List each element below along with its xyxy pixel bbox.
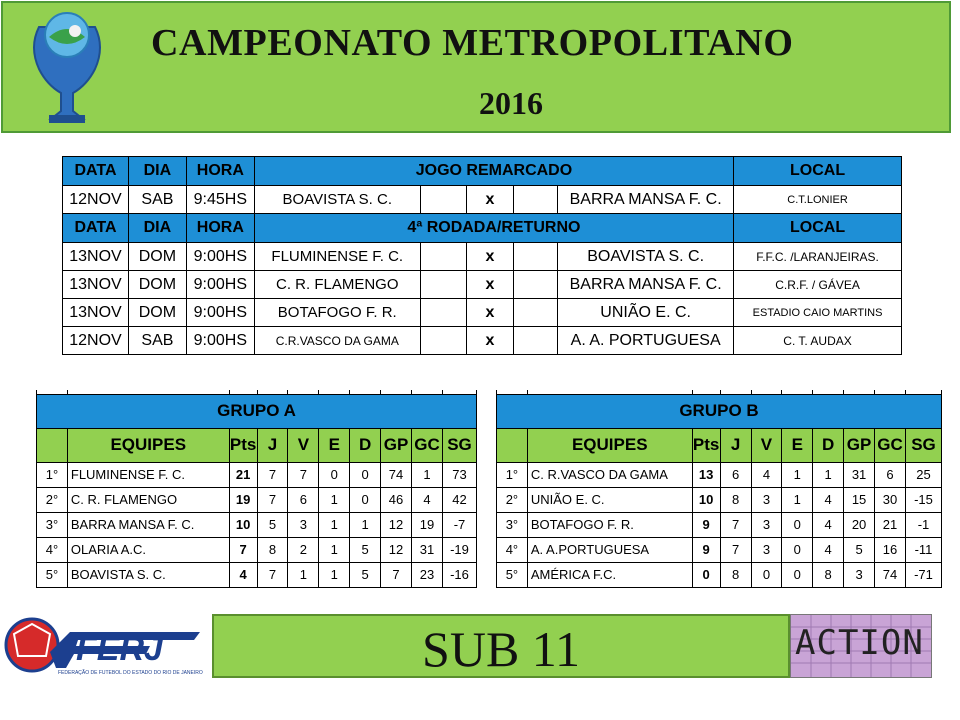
standing-pts: 9: [692, 512, 720, 537]
group-a-table: [36, 390, 477, 588]
match-away: UNIÃO E. C.: [558, 299, 734, 327]
standing-pos: 2°: [37, 487, 68, 512]
standing-gc: 6: [875, 462, 906, 487]
match-day: SAB: [128, 327, 186, 355]
standing-pos: 4°: [37, 537, 68, 562]
standing-v: 2: [288, 537, 319, 562]
match-row: [63, 243, 902, 271]
standing-v: 0: [751, 562, 782, 587]
standing-j: 8: [257, 537, 288, 562]
match-vs: x: [466, 271, 514, 299]
match-date: 13NOV: [63, 299, 129, 327]
standing-row: [497, 462, 942, 487]
standing-team: A. A.PORTUGUESA: [527, 537, 692, 562]
col-time: HORA: [186, 214, 254, 243]
match-row: [63, 271, 902, 299]
standing-sg: -1: [905, 512, 941, 537]
col-local: LOCAL: [734, 157, 902, 186]
match-local: C.T.LONIER: [734, 186, 902, 214]
match-local: F.F.C. /LARANJEIRAS.: [734, 243, 902, 271]
standing-e: 1: [319, 537, 350, 562]
standing-gc: 21: [875, 512, 906, 537]
col-v: V: [288, 428, 319, 462]
match-local: C.R.F. / GÁVEA: [734, 271, 902, 299]
standing-pos: 1°: [497, 462, 528, 487]
col-pts: Pts: [692, 428, 720, 462]
standing-j: 7: [257, 462, 288, 487]
standing-e: 0: [319, 462, 350, 487]
standing-d: 4: [813, 537, 844, 562]
standing-d: 5: [350, 537, 381, 562]
standing-j: 7: [720, 512, 751, 537]
standing-e: 1: [782, 487, 813, 512]
standing-pts: 13: [692, 462, 720, 487]
standing-team: AMÉRICA F.C.: [527, 562, 692, 587]
standing-e: 1: [319, 562, 350, 587]
section-title: JOGO REMARCADO: [254, 157, 733, 186]
match-row: [63, 186, 902, 214]
standing-v: 3: [288, 512, 319, 537]
group-a-title: GRUPO A: [37, 394, 477, 428]
col-e: E: [319, 428, 350, 462]
col-d: D: [813, 428, 844, 462]
standing-j: 7: [257, 487, 288, 512]
col-time: HORA: [186, 157, 254, 186]
games-table: [62, 156, 902, 355]
col-gp: GP: [844, 428, 875, 462]
standing-gp: 3: [844, 562, 875, 587]
standing-j: 7: [257, 562, 288, 587]
standing-pos: 5°: [37, 562, 68, 587]
match-local: C. T. AUDAX: [734, 327, 902, 355]
standing-row: [37, 462, 477, 487]
standing-team: C. R. FLAMENGO: [67, 487, 229, 512]
standing-v: 3: [751, 537, 782, 562]
standing-sg: 25: [905, 462, 941, 487]
match-home: BOAVISTA S. C.: [254, 186, 420, 214]
standing-pos: 4°: [497, 537, 528, 562]
standing-pts: 19: [229, 487, 257, 512]
match-vs: x: [466, 243, 514, 271]
standing-gc: 4: [412, 487, 443, 512]
standing-sg: -16: [442, 562, 476, 587]
match-time: 9:00HS: [186, 271, 254, 299]
col-teams: EQUIPES: [67, 428, 229, 462]
col-d: D: [350, 428, 381, 462]
standing-v: 7: [288, 462, 319, 487]
match-time: 9:00HS: [186, 243, 254, 271]
col-pts: Pts: [229, 428, 257, 462]
standing-gc: 74: [875, 562, 906, 587]
ferj-logo-icon: [0, 612, 212, 678]
standing-row: [37, 537, 477, 562]
match-time: 9:00HS: [186, 327, 254, 355]
standing-gp: 31: [844, 462, 875, 487]
standing-team: BARRA MANSA F. C.: [67, 512, 229, 537]
col-local: LOCAL: [734, 214, 902, 243]
group-b-table: [496, 390, 942, 588]
standing-d: 1: [350, 512, 381, 537]
col-day: DIA: [128, 157, 186, 186]
standing-j: 8: [720, 487, 751, 512]
games-header-row: [63, 157, 902, 186]
match-away: BARRA MANSA F. C.: [558, 271, 734, 299]
standing-gc: 1: [412, 462, 443, 487]
standing-gc: 16: [875, 537, 906, 562]
banner-title: CAMPEONATO METROPOLITANO: [151, 22, 794, 64]
match-vs: x: [466, 186, 514, 214]
col-date: DATA: [63, 214, 129, 243]
standing-e: 0: [782, 537, 813, 562]
standing-row: [37, 487, 477, 512]
category-label: SUB 11: [422, 621, 580, 677]
games-header-row: [63, 214, 902, 243]
standing-team: UNIÃO E. C.: [527, 487, 692, 512]
standing-row: [37, 562, 477, 587]
standing-gp: 15: [844, 487, 875, 512]
col-day: DIA: [128, 214, 186, 243]
standing-d: 4: [813, 487, 844, 512]
standing-j: 7: [720, 537, 751, 562]
standing-pts: 9: [692, 537, 720, 562]
standing-gp: 12: [381, 537, 412, 562]
standing-e: 0: [782, 562, 813, 587]
standing-sg: -71: [905, 562, 941, 587]
standing-gp: 46: [381, 487, 412, 512]
match-away: A. A. PORTUGUESA: [558, 327, 734, 355]
match-row: [63, 299, 902, 327]
standing-d: 1: [813, 462, 844, 487]
standing-d: 0: [350, 462, 381, 487]
standing-v: 3: [751, 512, 782, 537]
standing-gc: 31: [412, 537, 443, 562]
sponsor-logo: [790, 614, 932, 678]
standing-team: FLUMINENSE F. C.: [67, 462, 229, 487]
standing-team: C. R.VASCO DA GAMA: [527, 462, 692, 487]
standing-gp: 74: [381, 462, 412, 487]
svg-text:FERJ: FERJ: [76, 630, 163, 668]
match-day: SAB: [128, 186, 186, 214]
standing-sg: 42: [442, 487, 476, 512]
standing-pos: 5°: [497, 562, 528, 587]
standing-gc: 23: [412, 562, 443, 587]
standing-row: [37, 512, 477, 537]
standing-gp: 12: [381, 512, 412, 537]
banner-year: 2016: [479, 85, 543, 121]
match-home: C.R.VASCO DA GAMA: [254, 327, 420, 355]
category-banner: [212, 614, 790, 678]
standing-sg: -11: [905, 537, 941, 562]
standing-pos: 1°: [37, 462, 68, 487]
match-day: DOM: [128, 299, 186, 327]
match-home: FLUMINENSE F. C.: [254, 243, 420, 271]
header-banner: [1, 1, 951, 133]
standing-gp: 7: [381, 562, 412, 587]
standing-pos: 2°: [497, 487, 528, 512]
standing-sg: 73: [442, 462, 476, 487]
standing-row: [497, 562, 942, 587]
standing-v: 6: [288, 487, 319, 512]
standing-e: 0: [782, 512, 813, 537]
match-home: BOTAFOGO F. R.: [254, 299, 420, 327]
standing-j: 5: [257, 512, 288, 537]
standing-sg: -15: [905, 487, 941, 512]
standing-d: 0: [350, 487, 381, 512]
match-time: 9:45HS: [186, 186, 254, 214]
standing-gc: 30: [875, 487, 906, 512]
match-row: [63, 327, 902, 355]
group-b-title: GRUPO B: [497, 394, 942, 428]
match-vs: x: [466, 327, 514, 355]
standing-gc: 19: [412, 512, 443, 537]
standing-pts: 0: [692, 562, 720, 587]
standing-pts: 21: [229, 462, 257, 487]
standing-sg: -7: [442, 512, 476, 537]
sponsor-logo-text: ACTION: [795, 623, 924, 663]
standing-team: OLARIA A.C.: [67, 537, 229, 562]
standing-gp: 20: [844, 512, 875, 537]
standing-row: [497, 487, 942, 512]
match-date: 12NOV: [63, 327, 129, 355]
group-a-header-row: [37, 428, 477, 462]
section-title: 4ª RODADA/RETURNO: [254, 214, 733, 243]
col-gc: GC: [875, 428, 906, 462]
standing-d: 5: [350, 562, 381, 587]
col-date: DATA: [63, 157, 129, 186]
match-vs: x: [466, 299, 514, 327]
col-v: V: [751, 428, 782, 462]
standing-v: 1: [288, 562, 319, 587]
standing-v: 4: [751, 462, 782, 487]
col-j: J: [257, 428, 288, 462]
match-date: 12NOV: [63, 186, 129, 214]
standing-team: BOTAFOGO F. R.: [527, 512, 692, 537]
standing-gp: 5: [844, 537, 875, 562]
col-j: J: [720, 428, 751, 462]
standing-pts: 10: [692, 487, 720, 512]
svg-text:FEDERAÇÃO DE FUTEBOL DO ESTADO: FEDERAÇÃO DE FUTEBOL DO ESTADO DO RIO DE JANEIRO: [58, 670, 203, 676]
standing-row: [497, 512, 942, 537]
standing-d: 8: [813, 562, 844, 587]
standing-d: 4: [813, 512, 844, 537]
col-teams: EQUIPES: [527, 428, 692, 462]
col-sg: SG: [905, 428, 941, 462]
match-date: 13NOV: [63, 271, 129, 299]
standing-row: [497, 537, 942, 562]
match-day: DOM: [128, 243, 186, 271]
col-gp: GP: [381, 428, 412, 462]
standing-e: 1: [319, 487, 350, 512]
standing-pts: 4: [229, 562, 257, 587]
standing-e: 1: [319, 512, 350, 537]
col-gc: GC: [412, 428, 443, 462]
group-b-header-row: [497, 428, 942, 462]
match-away: BARRA MANSA F. C.: [558, 186, 734, 214]
standing-e: 1: [782, 462, 813, 487]
trophy-logo-icon: [25, 7, 109, 127]
standing-j: 6: [720, 462, 751, 487]
standing-sg: -19: [442, 537, 476, 562]
standing-pts: 7: [229, 537, 257, 562]
match-local: ESTADIO CAIO MARTINS: [734, 299, 902, 327]
match-date: 13NOV: [63, 243, 129, 271]
col-e: E: [782, 428, 813, 462]
match-home: C. R. FLAMENGO: [254, 271, 420, 299]
match-away: BOAVISTA S. C.: [558, 243, 734, 271]
standing-pos: 3°: [497, 512, 528, 537]
standing-v: 3: [751, 487, 782, 512]
match-time: 9:00HS: [186, 299, 254, 327]
standing-pts: 10: [229, 512, 257, 537]
standing-team: BOAVISTA S. C.: [67, 562, 229, 587]
match-day: DOM: [128, 271, 186, 299]
col-sg: SG: [442, 428, 476, 462]
standing-pos: 3°: [37, 512, 68, 537]
standing-j: 8: [720, 562, 751, 587]
